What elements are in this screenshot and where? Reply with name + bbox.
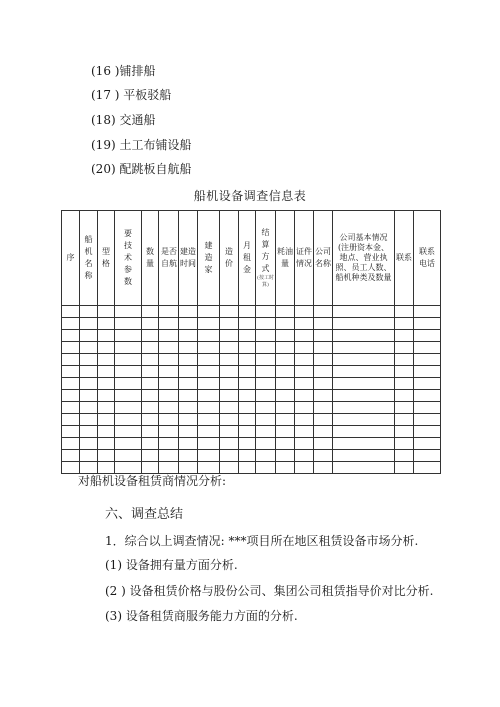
- table-cell: [295, 330, 314, 342]
- table-cell: [295, 426, 314, 438]
- header-phone: 联系电话: [414, 211, 441, 306]
- table-cell: [62, 354, 80, 366]
- table-header-row: [62, 211, 441, 306]
- table-cell: [295, 378, 314, 390]
- table-cell: [220, 366, 239, 378]
- table-cell: [395, 402, 414, 414]
- table-cell: [142, 462, 159, 474]
- table-cell: [295, 450, 314, 462]
- table-cell: [395, 330, 414, 342]
- summary-line: (3) 设备租赁商服务能力方面的分析.: [105, 609, 298, 623]
- table-cell: [179, 318, 198, 330]
- table-cell: [198, 414, 220, 426]
- header-rent: 月租金: [239, 211, 256, 306]
- header-spec: 型 格: [98, 211, 115, 306]
- table-cell: [333, 354, 395, 366]
- table-cell: [159, 330, 179, 342]
- table-cell: [314, 378, 333, 390]
- table-row: [62, 342, 441, 354]
- table-cell: [295, 366, 314, 378]
- list-item: (19) 土工布铺设船: [91, 138, 192, 152]
- table-cell: [239, 462, 256, 474]
- table-cell: [276, 402, 295, 414]
- table-cell: [159, 462, 179, 474]
- table-cell: [220, 306, 239, 318]
- table-row: [62, 402, 441, 414]
- table-cell: [159, 306, 179, 318]
- table-cell: [239, 450, 256, 462]
- table-cell: [142, 366, 159, 378]
- table-cell: [239, 354, 256, 366]
- table-cell: [179, 438, 198, 450]
- table-cell: [239, 402, 256, 414]
- table-cell: [80, 366, 98, 378]
- table-cell: [98, 342, 115, 354]
- table-cell: [276, 354, 295, 366]
- table-cell: [80, 462, 98, 474]
- table-cell: [333, 330, 395, 342]
- table-cell: [198, 342, 220, 354]
- table-cell: [98, 354, 115, 366]
- header-certificate: 证件情况: [295, 211, 314, 306]
- table-cell: [256, 402, 276, 414]
- table-cell: [115, 390, 142, 402]
- table-cell: [256, 342, 276, 354]
- table-cell: [198, 354, 220, 366]
- table-cell: [62, 438, 80, 450]
- table-cell: [62, 330, 80, 342]
- section-heading: 六、调查总结: [105, 507, 184, 522]
- table-cell: [414, 390, 441, 402]
- table-cell: [333, 366, 395, 378]
- table-cell: [314, 390, 333, 402]
- table-cell: [142, 330, 159, 342]
- table-cell: [414, 402, 441, 414]
- table-cell: [395, 318, 414, 330]
- table-cell: [198, 438, 220, 450]
- table-cell: [333, 390, 395, 402]
- table-cell: [333, 306, 395, 318]
- table-cell: [295, 402, 314, 414]
- header-fuel: 耗油量: [276, 211, 295, 306]
- table-cell: [98, 318, 115, 330]
- table-cell: [414, 462, 441, 474]
- table-cell: [395, 306, 414, 318]
- table-cell: [159, 354, 179, 366]
- table-cell: [395, 426, 414, 438]
- table-cell: [414, 426, 441, 438]
- table-cell: [62, 402, 80, 414]
- table-cell: [333, 342, 395, 354]
- table-cell: [159, 366, 179, 378]
- table-cell: [179, 402, 198, 414]
- table-cell: [142, 390, 159, 402]
- table-cell: [159, 414, 179, 426]
- table-cell: [220, 414, 239, 426]
- table-cell: [220, 402, 239, 414]
- table-cell: [62, 414, 80, 426]
- table-cell: [256, 366, 276, 378]
- table-cell: [179, 354, 198, 366]
- table-cell: [159, 402, 179, 414]
- table-cell: [80, 390, 98, 402]
- table-cell: [414, 306, 441, 318]
- table-body: [62, 306, 441, 474]
- table-cell: [256, 462, 276, 474]
- table-cell: [159, 438, 179, 450]
- table-cell: [220, 342, 239, 354]
- table-cell: [314, 330, 333, 342]
- table-cell: [142, 378, 159, 390]
- table-cell: [414, 414, 441, 426]
- table-cell: [115, 342, 142, 354]
- table-cell: [115, 402, 142, 414]
- table-cell: [179, 450, 198, 462]
- table-cell: [179, 306, 198, 318]
- table-cell: [314, 402, 333, 414]
- table-cell: [314, 342, 333, 354]
- table-cell: [159, 342, 179, 354]
- table-cell: [295, 414, 314, 426]
- list-item: (17 ) 平板驳船: [91, 88, 172, 102]
- header-qty: 数量: [142, 211, 159, 306]
- table-cell: [198, 390, 220, 402]
- table-cell: [62, 450, 80, 462]
- table-cell: [115, 330, 142, 342]
- table-cell: [198, 330, 220, 342]
- table-row: [62, 390, 441, 402]
- table-cell: [256, 306, 276, 318]
- table-cell: [80, 450, 98, 462]
- table-cell: [142, 450, 159, 462]
- header-company: 公司名称: [314, 211, 333, 306]
- table-cell: [295, 342, 314, 354]
- table-cell: [276, 306, 295, 318]
- table-cell: [98, 462, 115, 474]
- list-item: (20) 配跳板自航船: [91, 162, 192, 176]
- table-cell: [220, 318, 239, 330]
- table-row: [62, 414, 441, 426]
- table-cell: [159, 378, 179, 390]
- table-cell: [276, 330, 295, 342]
- table-cell: [414, 366, 441, 378]
- table-cell: [256, 414, 276, 426]
- table-cell: [333, 462, 395, 474]
- table-cell: [80, 354, 98, 366]
- table-cell: [333, 414, 395, 426]
- header-params: 要技术参数: [115, 211, 142, 306]
- table-cell: [395, 366, 414, 378]
- table-cell: [98, 450, 115, 462]
- table-cell: [239, 330, 256, 342]
- table-cell: [62, 318, 80, 330]
- table-cell: [414, 354, 441, 366]
- table-cell: [115, 366, 142, 378]
- table-cell: [179, 342, 198, 354]
- table-cell: [256, 318, 276, 330]
- table-cell: [276, 366, 295, 378]
- table-cell: [295, 438, 314, 450]
- table-cell: [239, 366, 256, 378]
- table-cell: [395, 378, 414, 390]
- table-cell: [80, 414, 98, 426]
- table-row: [62, 318, 441, 330]
- table-cell: [276, 438, 295, 450]
- table-cell: [198, 318, 220, 330]
- header-name: 船机名称: [80, 211, 98, 306]
- table-cell: [276, 318, 295, 330]
- table-cell: [80, 318, 98, 330]
- list-item: (16 )铺排船: [91, 64, 156, 78]
- table-row: [62, 462, 441, 474]
- table-cell: [414, 378, 441, 390]
- table-cell: [179, 462, 198, 474]
- table-cell: [115, 438, 142, 450]
- table-cell: [239, 414, 256, 426]
- table-cell: [159, 318, 179, 330]
- header-seq: 序: [62, 211, 80, 306]
- table-cell: [414, 450, 441, 462]
- header-self-propelled: 是否自航: [159, 211, 179, 306]
- table-cell: [239, 306, 256, 318]
- table-cell: [314, 438, 333, 450]
- table-row: [62, 330, 441, 342]
- table-cell: [220, 390, 239, 402]
- table-cell: [276, 414, 295, 426]
- table-cell: [395, 390, 414, 402]
- table-cell: [314, 414, 333, 426]
- table-cell: [333, 378, 395, 390]
- table-row: [62, 306, 441, 318]
- table-cell: [314, 366, 333, 378]
- table-cell: [62, 378, 80, 390]
- table-cell: [142, 402, 159, 414]
- table-cell: [276, 462, 295, 474]
- summary-line: (1) 设备拥有量方面分析.: [105, 558, 238, 572]
- table-cell: [80, 342, 98, 354]
- settle-note: (按工时算): [257, 275, 274, 288]
- table-cell: [414, 330, 441, 342]
- table-cell: [314, 354, 333, 366]
- table-row: [62, 438, 441, 450]
- table-cell: [62, 366, 80, 378]
- table-cell: [333, 426, 395, 438]
- table-cell: [98, 390, 115, 402]
- table-cell: [98, 330, 115, 342]
- table-cell: [98, 414, 115, 426]
- table-cell: [239, 318, 256, 330]
- table-cell: [295, 390, 314, 402]
- table-cell: [198, 450, 220, 462]
- table-row: [62, 366, 441, 378]
- summary-line: (2 ) 设备租赁价格与股份公司、集团公司租赁指导价对比分析.: [105, 584, 434, 598]
- table-cell: [159, 390, 179, 402]
- table-cell: [142, 414, 159, 426]
- table-cell: [395, 354, 414, 366]
- header-contact: 联系: [395, 211, 414, 306]
- table-row: [62, 378, 441, 390]
- table-cell: [395, 462, 414, 474]
- table-cell: [256, 378, 276, 390]
- table-cell: [314, 450, 333, 462]
- table-cell: [80, 330, 98, 342]
- table-cell: [115, 450, 142, 462]
- table-cell: [115, 378, 142, 390]
- table-cell: [239, 342, 256, 354]
- table-cell: [80, 438, 98, 450]
- table-cell: [333, 402, 395, 414]
- table-cell: [256, 330, 276, 342]
- table-cell: [159, 450, 179, 462]
- table-cell: [62, 462, 80, 474]
- table-cell: [220, 462, 239, 474]
- table-cell: [179, 366, 198, 378]
- table-cell: [98, 378, 115, 390]
- table-cell: [395, 342, 414, 354]
- table-cell: [115, 306, 142, 318]
- table-cell: [276, 378, 295, 390]
- table-cell: [142, 354, 159, 366]
- equipment-survey-table: [61, 210, 441, 474]
- header-build-time: 建造时间: [179, 211, 198, 306]
- table-cell: [395, 450, 414, 462]
- table-cell: [414, 438, 441, 450]
- table-cell: [314, 318, 333, 330]
- table-cell: [395, 414, 414, 426]
- table-cell: [256, 426, 276, 438]
- table-cell: [314, 462, 333, 474]
- table-cell: [220, 330, 239, 342]
- table-cell: [115, 354, 142, 366]
- table-cell: [142, 438, 159, 450]
- table-cell: [256, 390, 276, 402]
- table-cell: [239, 378, 256, 390]
- table-cell: [220, 378, 239, 390]
- table-cell: [98, 402, 115, 414]
- table-cell: [115, 414, 142, 426]
- table-cell: [295, 462, 314, 474]
- table-cell: [142, 426, 159, 438]
- table-cell: [295, 354, 314, 366]
- table-title: 船机设备调查信息表: [193, 189, 307, 203]
- table-cell: [80, 306, 98, 318]
- table-cell: [314, 426, 333, 438]
- table-cell: [198, 366, 220, 378]
- table-cell: [276, 390, 295, 402]
- table-cell: [198, 402, 220, 414]
- table-cell: [179, 426, 198, 438]
- table-cell: [198, 306, 220, 318]
- table-cell: [198, 426, 220, 438]
- table-cell: [80, 378, 98, 390]
- table-cell: [295, 306, 314, 318]
- table-cell: [62, 426, 80, 438]
- header-price: 造价: [220, 211, 239, 306]
- table-cell: [62, 342, 80, 354]
- table-cell: [220, 438, 239, 450]
- table-cell: [179, 390, 198, 402]
- table-cell: [80, 426, 98, 438]
- analysis-line: 对船机设备租赁商情况分析:: [78, 474, 227, 488]
- table-cell: [98, 366, 115, 378]
- table-cell: [115, 426, 142, 438]
- table-cell: [239, 438, 256, 450]
- table-cell: [142, 306, 159, 318]
- table-cell: [98, 426, 115, 438]
- table-cell: [115, 318, 142, 330]
- table-cell: [142, 342, 159, 354]
- table-cell: [276, 342, 295, 354]
- table-cell: [239, 426, 256, 438]
- table-cell: [414, 342, 441, 354]
- table-cell: [62, 390, 80, 402]
- table-cell: [62, 306, 80, 318]
- table-row: [62, 426, 441, 438]
- table-cell: [256, 438, 276, 450]
- table-cell: [179, 414, 198, 426]
- table-cell: [276, 426, 295, 438]
- table-cell: [198, 378, 220, 390]
- table-cell: [395, 438, 414, 450]
- table-cell: [80, 402, 98, 414]
- table-cell: [333, 438, 395, 450]
- table-cell: [159, 426, 179, 438]
- table-cell: [115, 462, 142, 474]
- table-cell: [198, 462, 220, 474]
- table-cell: [333, 318, 395, 330]
- table-cell: [256, 450, 276, 462]
- table-row: [62, 450, 441, 462]
- table-cell: [414, 318, 441, 330]
- table-cell: [142, 318, 159, 330]
- table-cell: [179, 330, 198, 342]
- summary-line: 1．综合以上调查情况: ***项目所在地区租赁设备市场分析.: [105, 534, 419, 548]
- table-cell: [179, 378, 198, 390]
- table-row: [62, 354, 441, 366]
- table-cell: [220, 354, 239, 366]
- table-cell: [239, 390, 256, 402]
- header-settle: 结算方式 (按工时算): [256, 211, 276, 306]
- table-cell: [314, 306, 333, 318]
- table-cell: [333, 450, 395, 462]
- table-cell: [98, 438, 115, 450]
- table-cell: [98, 306, 115, 318]
- list-item: (18) 交通船: [91, 113, 156, 127]
- table-cell: [220, 450, 239, 462]
- table-cell: [276, 450, 295, 462]
- header-builder: 建造家: [198, 211, 220, 306]
- table-cell: [256, 354, 276, 366]
- header-company-info: 公司基本情况(注册资本金、地点、营业执照、员工人数、船机种类及数量: [333, 211, 395, 306]
- table-cell: [220, 426, 239, 438]
- table-cell: [295, 318, 314, 330]
